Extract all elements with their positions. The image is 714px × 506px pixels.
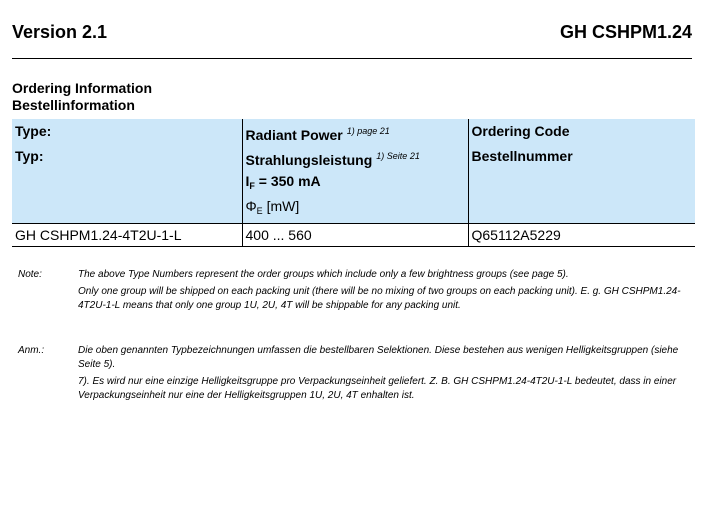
anm-paragraph-2: 7). Es wird nur eine einzige Helligkeitsgruppe pro Verpackungseinheit geliefert. Z. B. GH CSHPM1.24-4T2U-1-L bedeutet, dass in einer Verpackungseinheit nur eine der Helligkeitsgruppen 1U, 2U, 4T enhalten ist. bbox=[78, 376, 677, 401]
table-row bbox=[12, 224, 695, 247]
cell-power: 400 ... 560 bbox=[242, 224, 468, 247]
header-type-de: Typ: bbox=[15, 148, 44, 164]
header-radiant-power bbox=[242, 119, 468, 224]
notes-section bbox=[18, 268, 694, 406]
document-version: Version 2.1 bbox=[12, 22, 108, 42]
footnote-ref: 1) Seite 21 bbox=[376, 151, 420, 161]
note-label: Note: bbox=[18, 269, 42, 280]
section-title-en: Ordering Information bbox=[12, 80, 152, 96]
note-text bbox=[78, 268, 694, 316]
header-ordering-code bbox=[468, 119, 695, 224]
header-divider bbox=[12, 58, 692, 59]
anm-label: Anm.: bbox=[18, 345, 45, 356]
section-title-de: Bestellinformation bbox=[12, 97, 135, 113]
header-code-de: Bestellnummer bbox=[471, 148, 573, 164]
cell-code: Q65112A5229 bbox=[468, 224, 695, 247]
part-number-title: GH CSHPM1.24 bbox=[559, 22, 692, 42]
note-en bbox=[18, 268, 694, 316]
section-title bbox=[12, 80, 152, 114]
header-type-en: Type: bbox=[15, 123, 52, 139]
footnote-ref: 1) page 21 bbox=[346, 126, 390, 136]
header-type bbox=[12, 119, 242, 224]
anm-text bbox=[78, 344, 694, 406]
header-code-en: Ordering Code bbox=[471, 123, 570, 139]
header-power-de: Strahlungsleistung $^{1) Seite 21}$ bbox=[245, 151, 420, 168]
header-condition: $I_F = 350$ mA bbox=[245, 173, 321, 191]
note-de bbox=[18, 344, 694, 406]
header-quantity: $\Phi_E$ [mW] bbox=[245, 198, 300, 216]
note-paragraph-1: The above Type Numbers represent the order groups which include only a few brightness groups (see page 5). bbox=[78, 269, 569, 280]
cell-type: GH CSHPM1.24-4T2U-1-L bbox=[12, 224, 242, 247]
table-header-row bbox=[12, 119, 695, 224]
note-paragraph-2: Only one group will be shipped on each packing unit (there will be no mixing of two groups on each packing unit). E. g. GH CSHPM1.24-4T2U-1-L means that only one group 1U, 2U, 4T will be shippable for any packing unit. bbox=[78, 286, 681, 311]
ordering-table bbox=[12, 119, 695, 247]
anm-paragraph-1: Die oben genannten Typbezeichnungen umfassen die bestellbaren Selektionen. Diese bestehen aus wenigen Helligkeitsgruppen (siehe Seite 5). bbox=[78, 345, 679, 370]
header-power-en: Radiant Power $^{1) page 21}$ bbox=[245, 126, 390, 143]
